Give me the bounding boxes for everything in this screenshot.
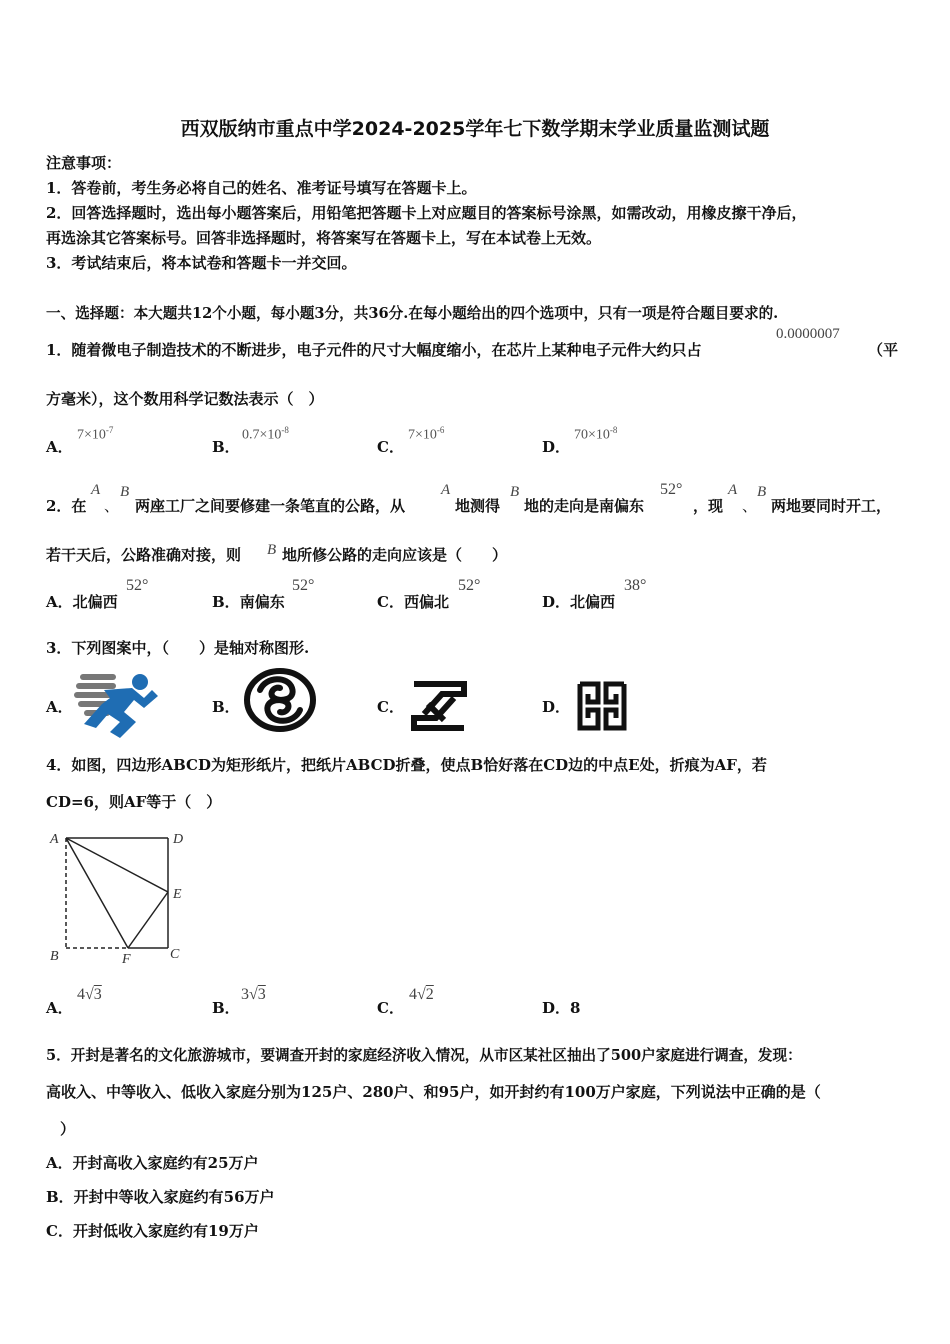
q3-option-label: D． (542, 698, 571, 716)
q2-option-b-value: 52° (292, 577, 315, 594)
q2-point-a: A (728, 482, 738, 498)
q4-option-a: 4√3 (77, 986, 102, 1003)
fret-pattern-icon (576, 680, 628, 732)
q2-text: 两座工厂之间要修建一条笔直的公路，从 (135, 497, 406, 515)
q2-point-b: B (267, 542, 277, 558)
q2-angle: 52° (660, 481, 683, 498)
runner-logo-icon (74, 668, 158, 738)
q4-option-d: D．8 (542, 999, 581, 1017)
q5-option-b: B．开封中等收入家庭约有56万户 (46, 1188, 275, 1206)
q1-option-label: A． (46, 438, 73, 456)
q2-point-b: B (510, 484, 520, 500)
q2-text: 若干天后，公路准确对接，则 (46, 546, 242, 564)
q5-option-a: A．开封高收入家庭约有25万户 (46, 1154, 259, 1172)
figure-label-d: D (173, 832, 184, 847)
q3-option-label: A． (46, 698, 73, 716)
q1-value: 0.0000007 (776, 326, 840, 342)
q3-option-label: B． (212, 698, 240, 716)
q2-point-b: B (120, 484, 130, 500)
q1-option-d: $70\times 10^{-8}$ (574, 425, 618, 443)
swirl-symbol-icon (244, 668, 316, 732)
q1-option-b: $0.7\times 10^{-8}$ (242, 425, 289, 443)
notice-item: 3．考试结束后，将本试卷和答题卡一并交回。 (46, 254, 357, 272)
q2-text: 两地要同时开工， (771, 497, 892, 515)
figure-label-a: A (50, 832, 59, 847)
q2-option-b: B．南偏东 (212, 593, 285, 611)
q1-text: 1．随着微电子制造技术的不断进步，电子元件的尺寸大幅度缩小，在芯片上某种电子元件大约只占 (46, 341, 702, 359)
q1-unit: （平 (868, 341, 899, 359)
q4-text: 4．如图，四边形ABCD为矩形纸片，把纸片ABCD折叠，使点B恰好落在CD边的中点E处，折痕为AF，若 (46, 756, 767, 774)
q2-option-d-value: 38° (624, 577, 647, 594)
figure-label-e: E (173, 887, 182, 902)
q5-text: ） (60, 1120, 76, 1138)
q2-text: ，现 (693, 497, 724, 515)
notice-item: 1．答卷前，考生务必将自己的姓名、准考证号填写在答题卡上。 (46, 179, 477, 197)
q4-option-label: C． (377, 999, 404, 1017)
q2-text: 地测得 (455, 497, 501, 515)
q2-option-a: A．北偏西 (46, 593, 118, 611)
notice-item: 再选涂其它答案标号。回答非选择题时，将答案写在答题卡上，写在本试卷上无效。 (46, 229, 602, 247)
q2-sep: 、 (104, 497, 120, 515)
page-title: 西双版纳市重点中学2024-2025学年七下数学期末学业质量监测试题 (180, 118, 770, 140)
q2-option-c: C．西偏北 (377, 593, 449, 611)
q5-text: 5．开封是著名的文化旅游城市，要调查开封的家庭经济收入情况，从市区某社区抽出了500户家庭进行调查，发现： (46, 1047, 802, 1064)
q1-text-cont: 方毫米），这个数用科学记数法表示（ ） (46, 390, 324, 408)
q2-text: 地的走向是南偏东 (524, 497, 645, 515)
q5-option-c: C．开封低收入家庭约有19万户 (46, 1222, 259, 1240)
figure-label-b: B (50, 949, 59, 964)
rectangle-fold-figure (46, 826, 196, 968)
q4-option-label: B． (212, 999, 240, 1017)
q4-option-b: 3√3 (241, 986, 266, 1003)
q2-option-d: D．北偏西 (542, 593, 616, 611)
q2-num: 2．在 (46, 497, 87, 515)
section-heading: 一、选择题：本大题共12个小题，每小题3分，共36分.在每小题给出的四个选项中，只有一项是符合题目要求的. (46, 305, 779, 322)
q1-option-c: $7\times 10^{-6}$ (408, 425, 445, 443)
q4-option-label: A． (46, 999, 73, 1017)
q3-option-label: C． (377, 698, 404, 716)
interlock-symbol-icon (410, 680, 468, 732)
q2-text: 地所修公路的走向应该是（ ） (282, 546, 508, 564)
notice-heading: 注意事项： (46, 154, 122, 172)
q4-option-c: 4√2 (409, 986, 434, 1003)
q3-text: 3．下列图案中，（ ）是轴对称图形. (46, 639, 310, 657)
q2-option-c-value: 52° (458, 577, 481, 594)
q2-sep: 、 (742, 497, 758, 515)
q2-point-a: A (91, 482, 101, 498)
q1-option-a: $7\times 10^{-7}$ (77, 425, 114, 443)
q2-option-a-value: 52° (126, 577, 149, 594)
q2-point-b: B (757, 484, 767, 500)
q1-option-label: B． (212, 438, 240, 456)
figure-label-f: F (122, 952, 131, 967)
q1-option-label: D． (542, 438, 571, 456)
notice-item: 2．回答选择题时，选出每小题答案后，用铅笔把答题卡上对应题目的答案标号涂黑，如需改动，用橡皮擦干净后， (46, 204, 807, 222)
q5-text: 高收入、中等收入、低收入家庭分别为125户、280户、和95户，如开封约有100万户家庭，下列说法中正确的是（ (46, 1083, 821, 1101)
q2-point-a: A (441, 482, 451, 498)
figure-label-c: C (170, 947, 180, 962)
q1-option-label: C． (377, 438, 404, 456)
q4-text: CD=6，则AF等于（ ） (46, 793, 222, 811)
